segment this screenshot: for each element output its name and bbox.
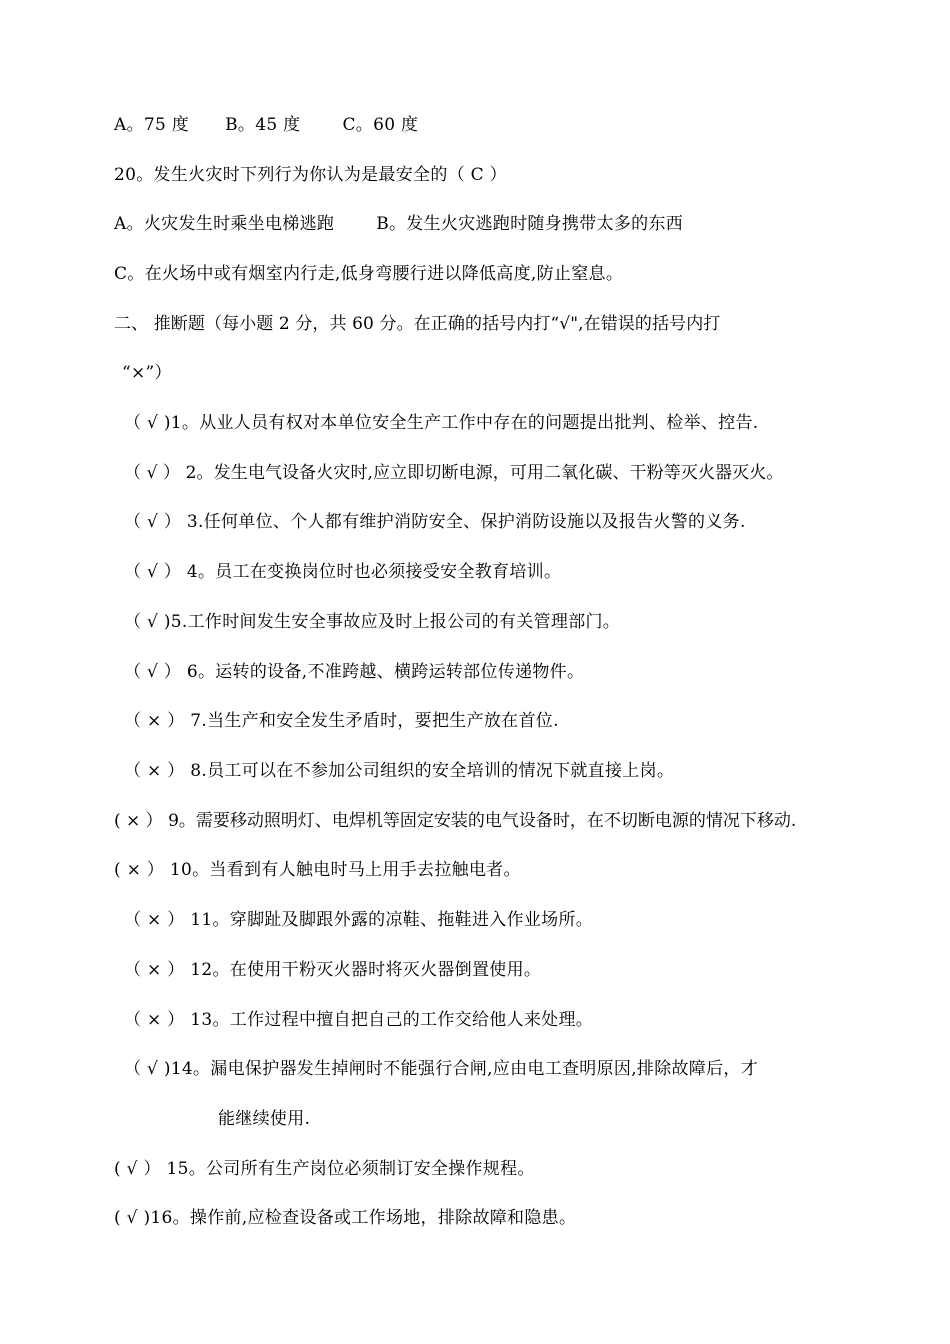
q19-options: [114, 113, 418, 137]
judgment-item: （ √ )5.工作时间发生安全事故应及时上报公司的有关管理部门。: [124, 612, 621, 632]
judgment-item: （ √ ） 2。发生电气设备火灾时,应立即切断电源，可用二氧化碳、干粉等灭火器灭火。: [124, 463, 784, 483]
judgment-item: （ √ )14。漏电保护器发生掉闸时不能强行合闸,应由电工查明原因,排除故障后，才: [124, 1059, 759, 1079]
judgment-item-continued: 能继续使用.: [218, 1109, 311, 1129]
section-heading-continued: “×”）: [122, 363, 172, 383]
judgment-item: （ × ） 7.当生产和安全发生矛盾时，要把生产放在首位.: [124, 711, 559, 731]
q20-option-c: C。在火场中或有烟室内行走,低身弯腰行进以降低高度,防止窒息。: [114, 264, 624, 284]
section-heading: 二、 推断题（每小题 2 分，共 60 分。在正确的括号内打“√",在错误的括号内打: [114, 314, 721, 334]
judgment-item: （ √ ） 3.任何单位、个人都有维护消防安全、保护消防设施以及报告火警的义务.: [124, 512, 746, 532]
judgment-item: ( √ )16。操作前,应检查设备或工作场地，排除故障和隐患。: [114, 1208, 577, 1228]
judgment-item: ( × ） 10。当看到有人触电时马上用手去拉触电者。: [114, 860, 521, 880]
q19-option-b: B。45 度: [225, 115, 301, 135]
judgment-item: （ × ） 8.员工可以在不参加公司组织的安全培训的情况下就直接上岗。: [124, 761, 675, 781]
judgment-item: （ √ ） 4。员工在变换岗位时也必须接受安全教育培训。: [124, 562, 562, 582]
q20-options-ab: [114, 212, 683, 236]
judgment-item: （ × ） 11。穿脚趾及脚跟外露的凉鞋、拖鞋进入作业场所。: [124, 910, 594, 930]
q20-option-a: A。火灾发生时乘坐电梯逃跑: [114, 214, 335, 234]
q20-option-b: B。发生火灾逃跑时随身携带太多的东西: [376, 214, 684, 234]
judgment-item: ( × ） 9。需要移动照明灯、电焊机等固定安装的电气设备时，在不切断电源的情况下移动.: [114, 811, 797, 831]
q19-option-a: A。75 度: [114, 115, 190, 135]
judgment-item: （ × ） 12。在使用干粉灭火器时将灭火器倒置使用。: [124, 960, 542, 980]
judgment-item: （ × ） 13。工作过程中擅自把自己的工作交给他人来处理。: [124, 1010, 594, 1030]
judgment-item: （ √ )1。从业人员有权对本单位安全生产工作中存在的问题提出批判、检举、控告.: [124, 413, 759, 433]
judgment-item: ( √ ） 15。公司所有生产岗位必须制订安全操作规程。: [114, 1159, 535, 1179]
judgment-item: （ √ ） 6。运转的设备,不准跨越、横跨运转部位传递物件。: [124, 662, 585, 682]
q20-stem: 20。发生火灾时下列行为你认为是最安全的（ C ）: [114, 165, 507, 185]
q19-option-c: C。60 度: [342, 115, 419, 135]
